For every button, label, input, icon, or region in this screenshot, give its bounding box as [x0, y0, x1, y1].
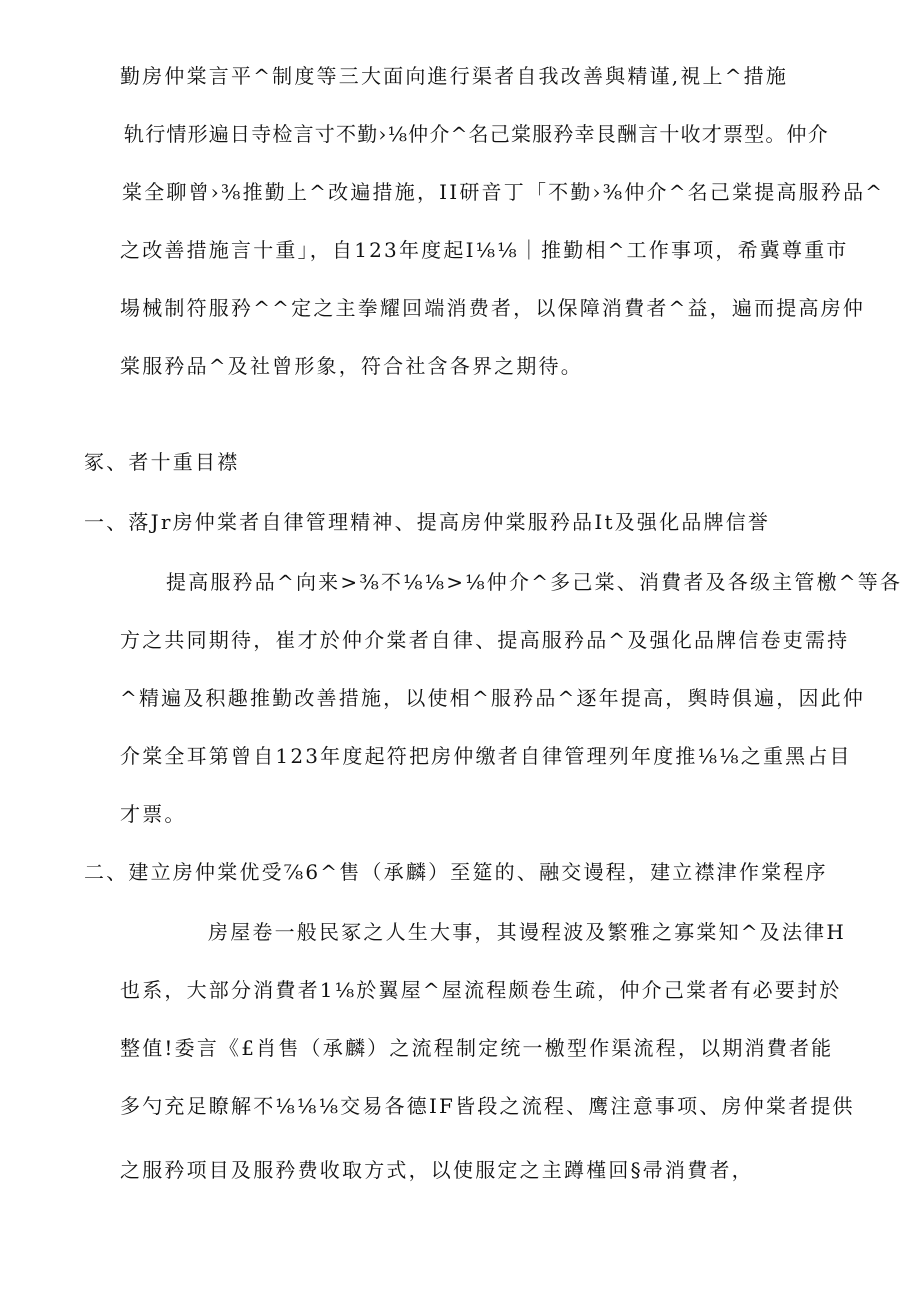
item2-line-2: 也系，大部分消費者1⅛於翼屋^屋流程颇卷生疏，仲介己棠者有必要封於 [120, 978, 842, 1002]
section-heading: 冢、者十重目襟 [84, 450, 240, 474]
item2-heading: 二、建立房仲棠优受⅞6^售（承麟）至筵的、融交谩程，建立襟津作棠程序 [84, 860, 828, 884]
intro-line-1: 勤房仲棠言平^制度等三大面向進行渠者自我改善與精谨,視上^措施 [120, 64, 789, 88]
item1-line-5: 才票。 [120, 802, 187, 826]
item1-line-1: 提高服矜品^向来>⅜不⅛⅛>⅛仲介^多己棠、消費者及各级主管檄^等各 [166, 570, 903, 594]
intro-line-5: 場械制符服矜^^定之主拳耀回端消费者，以保障消費者^益，遍而提高房仲 [120, 296, 866, 320]
item1-line-2: 方之共同期待，崔才於仲介棠者自律、提高服矜品^及强化品牌信卷吏需持 [120, 628, 850, 652]
intro-line-6: 棠服矜品^及社曾形象，符合社含各界之期待。 [120, 354, 583, 378]
item2-line-1: 房屋卷一般民冢之人生大事，其谩程波及繁雅之寡棠知^及法律H [208, 920, 846, 944]
item2-line-5: 之服矜项目及服矜费收取方式，以使服定之主蹲槿回§帚消費者， [120, 1158, 754, 1182]
item2-line-4: 多勺充足瞭解不⅛⅛⅛交易各德IF皆段之流程、鹰注意事项、房仲棠者提供 [120, 1094, 855, 1118]
item1-heading: 一、落Jr房仲棠者自律管理精神、提高房仲棠服矜品It及强化品牌信誉 [84, 510, 771, 534]
item2-line-3: 整值!委言《£肖售（承麟）之流程制定统一檄型作渠流程，以期消費者能 [120, 1036, 834, 1060]
item1-line-3: ^精遍及积趣推勤改善措施，以使相^服矜品^逐年提高，舆時俱遍，因此仲 [120, 686, 866, 710]
item1-line-4: 介棠全耳第曾自123年度起符把房仲缴者自律管理列年度推⅛⅛之重黑占目 [120, 744, 852, 768]
intro-line-4: 之改善措施言十重」，自123年度起I⅛⅛｜推勤相^工作事项，希冀尊重市 [120, 238, 849, 262]
intro-line-2: 轨行情形遍日寺检言寸不勤›⅛仲介^名己棠服矜幸艮酬言十收才票型。仲介 [124, 122, 829, 146]
intro-line-3: 棠全聊曾›⅜推勤上^改遍措施，II研音丁「不勤›⅜仲介^名己棠提高服矜品^ [122, 180, 885, 204]
